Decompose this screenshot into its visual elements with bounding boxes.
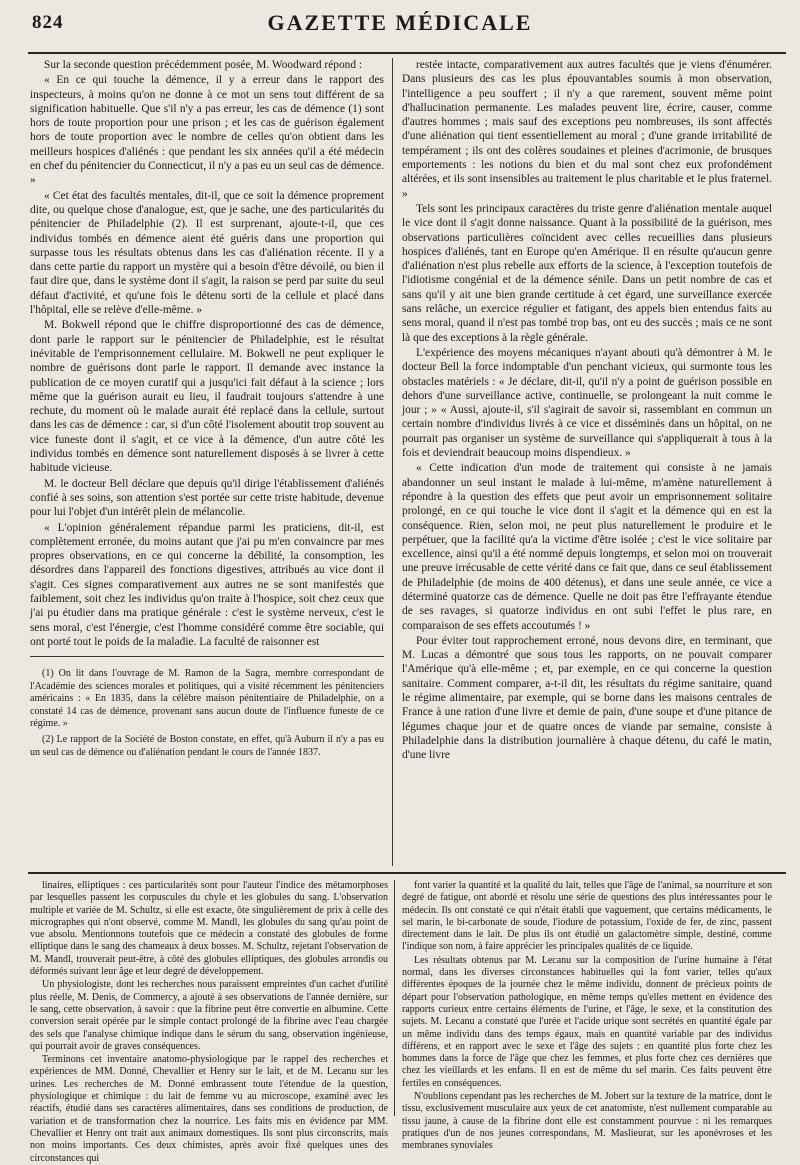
footnote: (1) On lit dans l'ouvrage de M. Ramon de la Sagra, membre correspondant de l'Académie des sciences morales et politiques, qui a visité récemment les pénitenciers américains : « En 1835, dans la célèbre maison pénitentiaire de Philadelphie, on a constaté 14 cas de démence, provenant sans aucun doute de l'influence funeste de ce régime. » [30,668,384,730]
paragraph: L'expérience des moyens mécaniques n'ayant abouti qu'à démontrer à M. le docteur Bell la force indomptable d'un penchant vicieux, qui surmonte tous les obstacles matériels : « Je déclare, dit-il, qu'il n'y a point de guérison possible en dehors d'une surveillance active, continuelle, se prolongeant la nuit comme le jour ; » « Aussi, ajoute-il, s'il s'agirait de savoir si, rassemblant en commun un certain nombre d'individus livrés à ce vice et disséminés dans un hôpital, on ne pourrait pas organiser un système de surveillance qui s'appliquerait à tous à la fois et deviendrait beaucoup moins dispendieux. » [402,346,772,460]
paragraph: font varier la quantité et la qualité du lait, telles que l'âge de l'animal, sa nourriture et son degré de fatigue, ont abordé et résolu une série de questions des plus intéressantes pour le médecin. Ils ont constaté ce qui n'était établi que vaguement, que certains médicaments, le sel marin, le bi-carbonate de soude, l'iodure de potassium, l'oxide de fer, de zinc, passent directement dans le lait. De plus ils ont étudié un galactomètre simple, destiné, comme l'indique son nom, à faire apprécier les principales qualités de ce liquide. [402,880,772,953]
header-rule [28,52,786,54]
footnote-rule [30,656,384,657]
paragraph: « En ce qui touche la démence, il y a erreur dans le rapport des inspecteurs, à moins qu'on ne donne à ce mot un sens tout différent de sa signification habituelle. Que s'il n'y a pas erreur, les cas de démence (1) sont hors de toute proportion pour une prison ; et les cas de guérison également hors de toute proportion avec le nombre de celles qu'on obtient dans les meilleurs hospices d'aliénés : que pendant les six années qu'il a été médecin en chef du pénitencier du Connecticut, il n'y a pas eu un seul cas de démence. » [30,74,384,187]
paragraph: linaires, elliptiques : ces particularités sont pour l'auteur l'indice des métamorphoses par lesquelles passent les corpuscules du chyle et les globules du sang. L'observation multiple et variée de M. Schultz, si elle est exacte, ôte singulièrement de prix à celle des micrographes qui n'ont observé, comme M. Mandl, les globules du sang qu'au point de vue absolu. Mentionnons toutefois que ce médecin a constaté des globules de forme elliptique dans le sang des chameaux à deux bosses. M. Schultz, rejetant l'observation de M. Mandl, trouverait peut-être, à côté des globules elliptiques, des globules arrondis ou déformés suivant leur âge et leur degré de développement. [30,880,388,978]
paragraph: M. Bokwell répond que le chiffre disproportionné des cas de démence, dont parle le rapport sur le pénitencier de Philadelphie, est le résultat inévitable de l'emprisonnement cellulaire. M. Bokwell ne peut expliquer le nombre de guérisons dont parle le rapport. Il demande avec instance la publication de ce moyen curatif qui a jusqu'ici fait défaut à la science ; lors même que la guérison aurait eu lieu, il faudrait toujours s'attendre à une rechute, du moment où le malade aurait été replacé dans la cellule, surtout dans les cas de démence : car, si d'un côté l'isolement aboutit trop souvent au vice funeste dont il s'agit, et ce vice à la démence, d'un autre côté les individus tombés en démence sont naturellement disposés à se livrer à cette habitude vicieuse. [30,319,384,475]
bottom-column-divider [394,880,395,1116]
right-column [402,58,772,866]
paragraph: Un physiologiste, dont les recherches nous paraissent empreintes d'un cachet d'utilité plus réelle, M. Denis, de Commercy, a ajouté à ses observations de l'année dernière, sur le sang, cette observation, à savoir : que la fibrine peut être convertie en albumine. Cette conversion serait opérée par le simple contact prolongé de la fibrine avec l'eau chargée des sels que l'analyse chimique indique dans le sérum du sang, observation ingénieuse, qui pourrait avoir de graves conséquences. [30,979,388,1052]
page-header [0,8,800,44]
paragraph: restée intacte, comparativement aux autres facultés que je viens d'énumérer. Dans plusieurs des cas les plus épouvantables soumis à mon observation, l'intelligence a peu souffert ; il n'y a que rarement, souvent même point d'hallucination permanente. Les malades peuvent lire, écrire, causer, comme d'autres hommes ; mais sauf des exceptions peu nombreuses, ils sont affectés d'une aliénation qui tient essentiellement au moral ; d'une grande irritabilité de tempérament ; ils ont des colères soudaines et pleines d'acrimonie, de brusques emportements : les notions du bien et du mal sont chez eux profondément altérées, et ils sont insensibles au traitement le plus charitable et le plus fraternel. » [402,59,772,200]
paragraph: « Cet état des facultés mentales, dit-il, que ce soit la démence proprement dite, ou quelque chose d'analogue, est, que je sache, une des particularités du pénitencier de Philadelphie (2). Il est surprenant, ajoute-t-il, que ces individus tombés en démence aient été guéris dans une proportion qui surpasse tous les résultats obtenus dans les cas d'aliénation récente. Il y a dans cette partie du rapport un mystère qui a besoin d'être dévoilé, ou bien il faut dire que, dans le système dont il s'agit, la raison se perd par suite du seul défaut d'activité, et qu'une fois le détenu sorti de la cellule et placé dans l'hôpital, elle se relève d'elle-même. » [30,189,384,317]
paragraph: Terminons cet inventaire anatomo-physiologique par le rappel des recherches et expériences de MM. Donné, Chevallier et Henry sur le lait, et de M. Lecanu sur les urines. Les recherches de M. Donné embrassent toute l'étendue de la question, physiologique et chimique : du lait de femme vu au microscope, examiné avec les réactifs, étudié dans ses caractères alimentaires, dans ses conditions de production, de variation et de transformation chez la nourrice. Les faits mis en évidence par MM. Chevallier et Henry ont trait aux animaux domestiques. Ils sont plus circonscrits, mais non moins importants. Ces deux chimistes, après avoir fixé quelques unes des circonstances qui [30,1054,388,1164]
paragraph: Pour éviter tout rapprochement erroné, nous devons dire, en terminant, que M. Lucas a démontré que sous tous les rapports, on ne pouvait comparer l'Amérique qu'à elle-même ; et, par exemple, en ce qui concerne la question sanitaire. Comment comparer, a-t-il dit, les résultats du régime sanitaire, quand le régime alimentaire, par exemple, qui se borne dans les maisons centrales de France à une ration d'une livre et demie de pain, d'une soupe et d'une pitance de légumes chaque jour et de quatre onces de viande par semaine, consiste à Philadelphie dans la distribution journalière à chaque détenu, du café le matin, d'une livre [402,634,772,762]
paragraph: N'oublions cependant pas les recherches de M. Jobert sur la texture de la matrice, dont le tissu, exclusivement musculaire aux yeux de cet anatomiste, n'est nullement comparable au tissu jaune, à cause de la fibrine dont elle est constamment pourvue : ni les remarques pratiques d'un de nos jeunes correspondans, M. Maslieurat, sur les aponévroses et les membranes synoviales [402,1091,772,1152]
bottom-left-column [30,880,388,1164]
paragraph: Tels sont les principaux caractères du triste genre d'aliénation mentale auquel le vice dont il s'agit donne naissance. Quant à la possibilité de la guérison, mes observations particulières coïncident avec celles recueillies dans plusieurs hospices d'aliénés, tant en Europe qu'en Amérique. Il en résulte qu'aucun genre d'aliénation n'est plus rebelle aux efforts de la science, à l'exception toutefois de l'idiotisme congénial et de la démence sénile. Dans un petit nombre de cas et sans qu'il y ait une bien grande certitude à cet égard, une surveillance exercée sans relâche, un exercice régulier et fatigant, des appels bien entendus faits au sens moral, quand il n'est pas tombé trop bas, ont eu des succès ; mais ce ne sont là que des exceptions à la règle générale. [402,202,772,344]
paragraph: Sur la seconde question précédemment posée, M. Woodward répond : [44,59,363,71]
paragraph: « Cette indication d'un mode de traitement qui consiste à ne jamais abandonner un seul instant le malade à lui-même, m'amène naturellement à répondre à la question des effets que peut avoir un emprisonnement solitaire prolongé, en ce qui touche le vice dont il s'agit et la démence qui en est la conséquence. Rien, selon moi, ne peut plus naturellement le produire et le perpétuer, que la facilité qu'a la victime d'être isolée ; c'est le vice solitaire par excellence, ainsi qu'il a été nommé depuis longtemps, et selon moi on trouverait une preuve irrécusable de cette vérité dans ce fait que, dans ce seul établissement de Philadelphie (de moins de 400 détenus), et dans une seule année, ce vice a déterminé quatorze cas de démence. Quelle ne doit pas être l'effrayante étendue de ses ravages, si quatorze individus en ont subi l'effet le plus rare, en comparaison de ses effets accoutumés ! » [402,462,772,632]
page-number: 824 [32,12,64,33]
footnote: (2) Le rapport de la Société de Boston constate, en effet, qu'à Auburn il n'y a pas eu un seul cas de démence ou d'aliénation pendant le cours de l'année 1837. [30,733,384,758]
journal-title: GAZETTE MÉDICALE [267,10,533,35]
column-divider [392,58,393,866]
left-column [30,58,384,648]
section-rule [28,872,786,874]
paragraph: M. le docteur Bell déclare que depuis qu'il dirige l'établissement d'aliénés confié à ses soins, son attention s'est portée sur cette triste habitude, devenue pour lui l'objet d'un intérêt plein de mélancolie. [30,477,384,519]
bottom-right-column [402,880,772,1152]
paragraph: « L'opinion généralement répandue parmi les praticiens, dit-il, est complètement erronée, du moins autant que j'ai pu m'en convaincre par mes propres observations, en ce qui concerne la débilité, la consomption, les désordres dans l'appareil des fonctions digestives, attribués au vice dont il s'agit. Ces signes comparativement aux autres ne se sont manifestés que faiblement, soit chez les individus qu'on traite à l'hospice, soit chez ceux que j'ai pu étudier dans ma pratique générale : c'est le système nerveux, c'est le sens moral, c'est l'énergie, c'est l'homme considéré comme être sociable, qui ont porté tout le poids de la maladie. La faculté de raisonner est [30,521,384,648]
footnotes [30,668,384,864]
paragraph: Les résultats obtenus par M. Lecanu sur la composition de l'urine humaine à l'état normal, dans les diverses circonstances habituelles qui la font varier, telles qu'aux différentes époques de la journée chez le même individu, donnent de précieux points de départ pour l'observation pathologique, en même temps qu'elles mettent en évidence des rapports curieux entre certains éléments de l'urine, et l'âge, le sexe, et la constitution des sujets. M. Lecanu a constaté que l'urée et l'acide urique sont secrétés en quantité égale par un même individu dans des temps égaux, mais en quantité variable par des individus différens, et en rapport avec le sexe et l'âge des sujets : en quantité plus forte chez les hommes dans la force de l'âge que chez les femmes, et plus forte chez ces dernières que chez les vieillards et les enfans. Il en est de même du sel marin. Ces faits peuvent être fertiles en conséquences. [402,954,772,1089]
